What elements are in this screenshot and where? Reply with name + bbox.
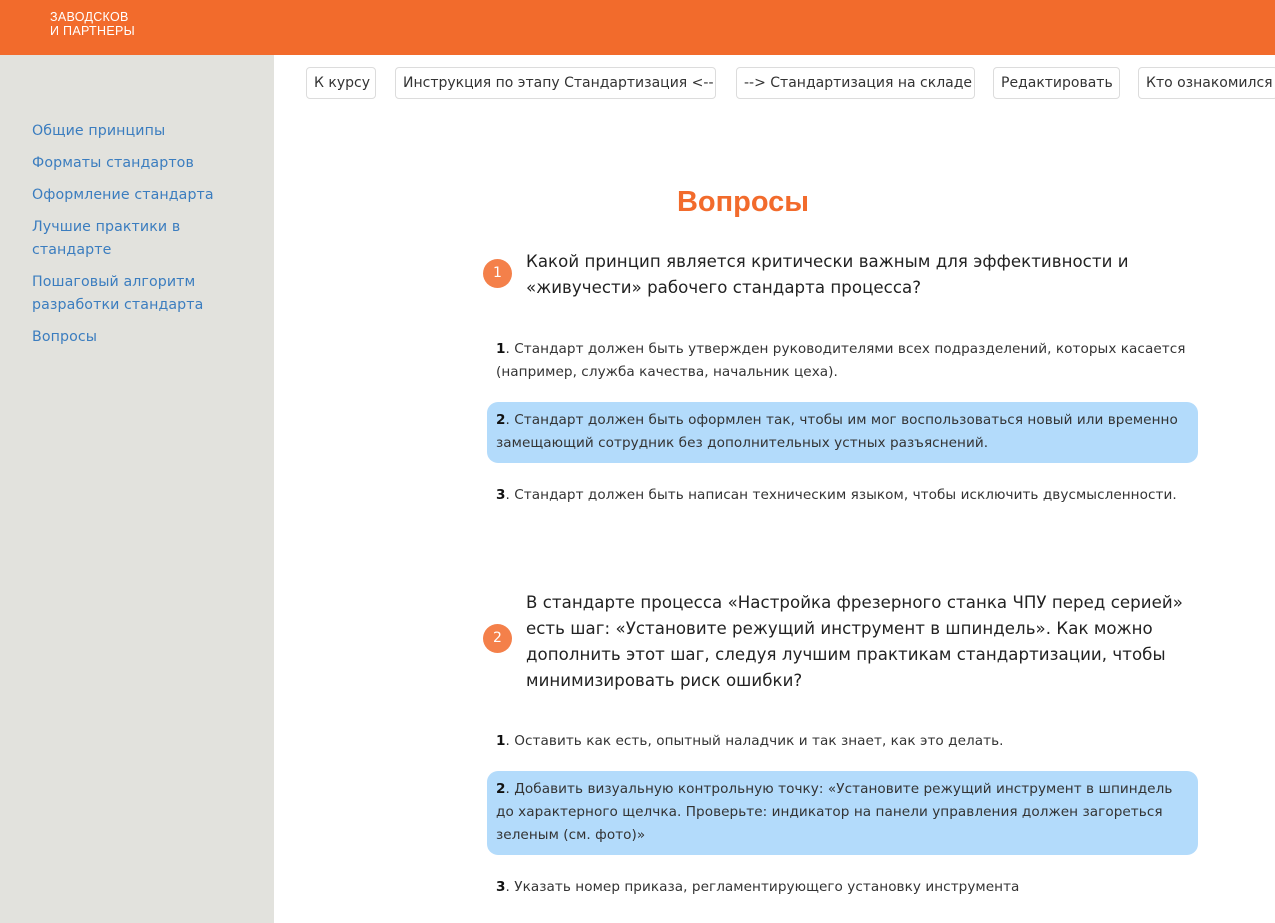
answer-number: 3 (496, 879, 506, 895)
edit-button[interactable]: Редактировать (993, 67, 1120, 99)
sidebar-item-standard-design[interactable]: Оформление стандарта (32, 187, 214, 203)
answer-option[interactable] (487, 723, 1198, 761)
sidebar (0, 55, 274, 923)
sidebar-item-standard-formats[interactable]: Форматы стандартов (32, 155, 194, 171)
answer-text: . Оставить как есть, опытный наладчик и так знает, как это делать. (505, 733, 1004, 749)
answer-text: . Указать номер приказа, регламентирующего установку инструмента (505, 879, 1020, 895)
next-lesson-button[interactable]: --> Стандартизация на складе (736, 67, 975, 99)
company-logo[interactable] (50, 10, 135, 38)
sidebar-item-step-algorithm[interactable]: Пошаговый алгоритм разработки стандарта (32, 274, 204, 313)
question-number-badge: 2 (483, 624, 512, 653)
sidebar-item-best-practices[interactable]: Лучшие практики в стандарте (32, 219, 181, 258)
answer-option-correct[interactable] (487, 771, 1198, 855)
sidebar-nav (32, 120, 242, 358)
to-course-button[interactable]: К курсу (306, 67, 376, 99)
top-header (0, 0, 1275, 55)
answer-option[interactable] (487, 869, 1198, 907)
answer-number: 3 (496, 487, 506, 503)
answer-number: 1 (496, 733, 506, 749)
sidebar-item-questions[interactable]: Вопросы (32, 329, 98, 345)
question-text: Какой принцип является критически важным для эффективности и «живучести» рабочего стандарта процесса? (526, 252, 1129, 297)
answer-number: 2 (496, 412, 506, 428)
answer-option-correct[interactable] (487, 402, 1198, 463)
previous-lesson-button[interactable]: Инструкция по этапу Стандартизация <-- (395, 67, 716, 99)
answer-option[interactable] (487, 331, 1198, 392)
question-number-badge: 1 (483, 259, 512, 288)
answer-option[interactable] (487, 477, 1198, 515)
answer-text: . Стандарт должен быть утвержден руководителями всех подразделений, которых касается (например, служба качества, начальник цеха). (496, 341, 1186, 380)
answer-text: . Стандарт должен быть написан техническим языком, чтобы исключить двусмысленности. (505, 487, 1177, 503)
logo-line-1: ЗАВОДСКОВ (50, 10, 129, 24)
answer-text: . Стандарт должен быть оформлен так, чтобы им мог воспользоваться новый или временно замещающий сотрудник без дополнительных устных разъяснений. (496, 412, 1178, 451)
answer-number: 2 (496, 781, 506, 797)
answer-number: 1 (496, 341, 506, 357)
logo-line-2: И ПАРТНЕРЫ (50, 24, 135, 38)
viewers-button[interactable]: Кто ознакомился (1138, 67, 1275, 99)
sidebar-item-general-principles[interactable]: Общие принципы (32, 123, 166, 139)
page-title: Вопросы (676, 186, 810, 218)
answer-text: . Добавить визуальную контрольную точку: «Установите режущий инструмент в шпиндель до характерного щелчка. Проверьте: индикатор на панели управления должен загореться зеленым (см. фото)» (496, 781, 1173, 843)
question-text: В стандарте процесса «Настройка фрезерного станка ЧПУ перед серией» есть шаг: «Установите режущий инструмент в шпиндель». Как можно дополнить этот шаг, следуя лучшим практикам стандартизации, чтобы минимизировать риск ошибки? (526, 593, 1183, 690)
